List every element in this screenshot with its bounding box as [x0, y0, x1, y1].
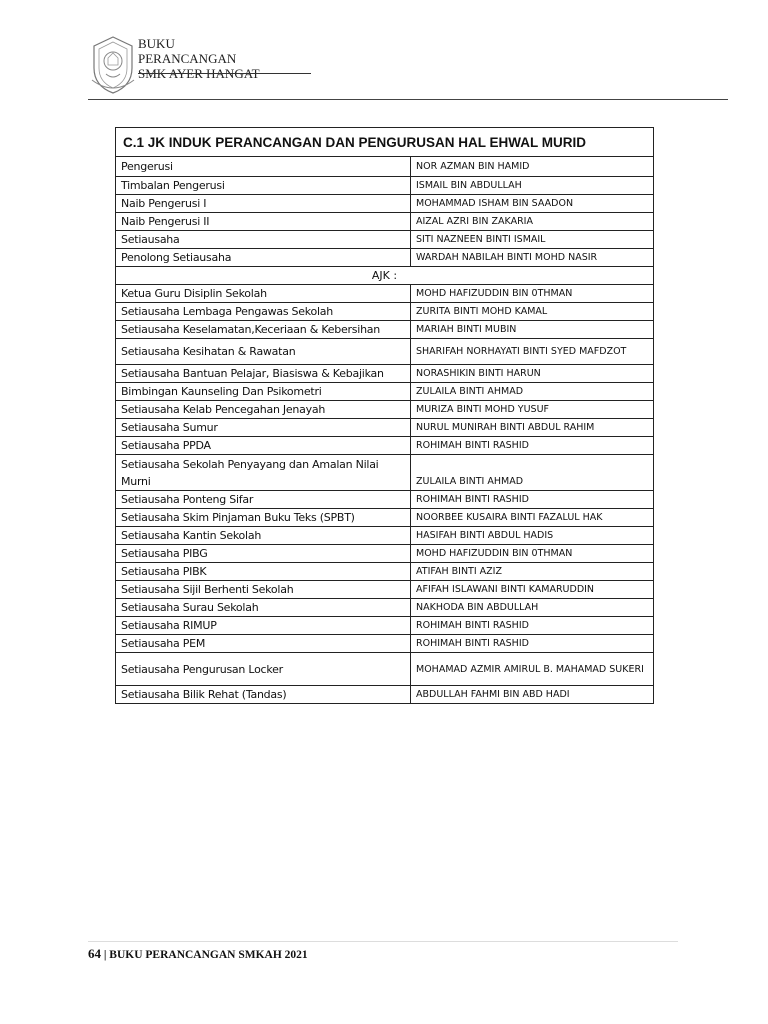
name-cell: AIZAL AZRI BIN ZAKARIA	[411, 213, 654, 231]
table-row	[116, 383, 654, 401]
name-cell: ZULAILA BINTI AHMAD	[411, 383, 654, 401]
table-row	[116, 177, 654, 195]
table-row	[116, 303, 654, 321]
role-cell: Setiausaha PEM	[116, 635, 411, 653]
table-row	[116, 365, 654, 383]
committee-table	[115, 127, 654, 704]
name-cell: MOHD HAFIZUDDIN BIN 0THMAN	[411, 545, 654, 563]
name-cell: ROHIMAH BINTI RASHID	[411, 491, 654, 509]
table-row	[116, 401, 654, 419]
table-row	[116, 419, 654, 437]
name-cell: NAKHODA BIN ABDULLAH	[411, 599, 654, 617]
table-row	[116, 157, 654, 177]
page-header	[88, 32, 728, 102]
role-cell: Setiausaha Sekolah Penyayang dan Amalan Nilai Murni	[116, 455, 411, 491]
table-row	[116, 617, 654, 635]
page-number: 64	[88, 946, 101, 961]
role-cell: Setiausaha Kesihatan & Rawatan	[116, 339, 411, 365]
table-row	[116, 249, 654, 267]
name-cell: SITI NAZNEEN BINTI ISMAIL	[411, 231, 654, 249]
table-row	[116, 509, 654, 527]
role-cell: Penolong Setiausaha	[116, 249, 411, 267]
ajk-label: AJK :	[116, 267, 654, 285]
name-cell: ISMAIL BIN ABDULLAH	[411, 177, 654, 195]
role-cell: Setiausaha	[116, 231, 411, 249]
table-row	[116, 437, 654, 455]
table-title: C.1 JK INDUK PERANCANGAN DAN PENGURUSAN HAL EHWAL MURID	[116, 128, 654, 157]
role-cell: Setiausaha PPDA	[116, 437, 411, 455]
role-cell: Setiausaha PIBG	[116, 545, 411, 563]
role-cell: Naib Pengerusi I	[116, 195, 411, 213]
name-cell: ROHIMAH BINTI RASHID	[411, 635, 654, 653]
role-cell: Setiausaha Kelab Pencegahan Jenayah	[116, 401, 411, 419]
name-cell: ZURITA BINTI MOHD KAMAL	[411, 303, 654, 321]
role-cell: Setiausaha Surau Sekolah	[116, 599, 411, 617]
role-cell: Setiausaha Keselamatan,Keceriaan & Kebersihan	[116, 321, 411, 339]
name-cell: ZULAILA BINTI AHMAD	[411, 455, 654, 491]
role-cell: Setiausaha PIBK	[116, 563, 411, 581]
name-cell: MURIZA BINTI MOHD YUSUF	[411, 401, 654, 419]
name-cell: ATIFAH BINTI AZIZ	[411, 563, 654, 581]
role-cell: Ketua Guru Disiplin Sekolah	[116, 285, 411, 303]
table-row	[116, 195, 654, 213]
role-cell: Setiausaha Lembaga Pengawas Sekolah	[116, 303, 411, 321]
name-cell: NORASHIKIN BINTI HARUN	[411, 365, 654, 383]
name-cell: ABDULLAH FAHMI BIN ABD HADI	[411, 686, 654, 704]
name-cell: SHARIFAH NORHAYATI BINTI SYED MAFDZOT	[411, 339, 654, 365]
table-row	[116, 635, 654, 653]
name-cell: MOHAMMAD ISHAM BIN SAADON	[411, 195, 654, 213]
role-cell: Setiausaha Pengurusan Locker	[116, 653, 411, 686]
name-cell: ROHIMAH BINTI RASHID	[411, 437, 654, 455]
role-cell: Naib Pengerusi II	[116, 213, 411, 231]
role-cell: Timbalan Pengerusi	[116, 177, 411, 195]
name-cell: HASIFAH BINTI ABDUL HADIS	[411, 527, 654, 545]
table-row	[116, 563, 654, 581]
name-cell: MOHAMAD AZMIR AMIRUL B. MAHAMAD SUKERI	[411, 653, 654, 686]
role-cell: Setiausaha Bilik Rehat (Tandas)	[116, 686, 411, 704]
header-underline	[138, 73, 311, 74]
header-line-3: SMK AYER HANGAT	[138, 66, 260, 81]
table-row	[116, 339, 654, 365]
header-line-2: PERANCANGAN	[138, 51, 237, 66]
page-footer	[88, 946, 308, 962]
role-cell: Setiausaha Kantin Sekolah	[116, 527, 411, 545]
table-row	[116, 285, 654, 303]
table-row	[116, 686, 654, 704]
table-title-row	[116, 128, 654, 157]
ajk-section-row	[116, 267, 654, 285]
footer-title: BUKU PERANCANGAN SMKAH 2021	[109, 949, 308, 961]
name-cell: MARIAH BINTI MUBIN	[411, 321, 654, 339]
table-row	[116, 653, 654, 686]
table-row	[116, 545, 654, 563]
name-cell: WARDAH NABILAH BINTI MOHD NASIR	[411, 249, 654, 267]
header-divider	[88, 99, 728, 100]
table-row	[116, 491, 654, 509]
role-cell: Setiausaha Sumur	[116, 419, 411, 437]
role-cell: Pengerusi	[116, 157, 411, 177]
name-cell: MOHD HAFIZUDDIN BIN 0THMAN	[411, 285, 654, 303]
table-row	[116, 231, 654, 249]
table-row	[116, 321, 654, 339]
table-row	[116, 599, 654, 617]
role-cell: Setiausaha RIMUP	[116, 617, 411, 635]
table-row	[116, 455, 654, 491]
name-cell: NOR AZMAN BIN HAMID	[411, 157, 654, 177]
committee-table-container	[115, 127, 653, 704]
table-row	[116, 581, 654, 599]
table-row	[116, 527, 654, 545]
name-cell: NURUL MUNIRAH BINTI ABDUL RAHIM	[411, 419, 654, 437]
table-row	[116, 213, 654, 231]
role-cell: Bimbingan Kaunseling Dan Psikometri	[116, 383, 411, 401]
name-cell: AFIFAH ISLAWANI BINTI KAMARUDDIN	[411, 581, 654, 599]
name-cell: ROHIMAH BINTI RASHID	[411, 617, 654, 635]
footer-divider	[88, 941, 678, 942]
role-cell: Setiausaha Ponteng Sifar	[116, 491, 411, 509]
footer-separator: |	[103, 949, 107, 961]
role-cell: Setiausaha Bantuan Pelajar, Biasiswa & Kebajikan	[116, 365, 411, 383]
role-cell: Setiausaha Sijil Berhenti Sekolah	[116, 581, 411, 599]
header-text-block	[138, 36, 260, 81]
name-cell: NOORBEE KUSAIRA BINTI FAZALUL HAK	[411, 509, 654, 527]
role-cell: Setiausaha Skim Pinjaman Buku Teks (SPBT)	[116, 509, 411, 527]
header-line-1: BUKU	[138, 36, 175, 51]
school-crest-logo	[88, 34, 138, 96]
